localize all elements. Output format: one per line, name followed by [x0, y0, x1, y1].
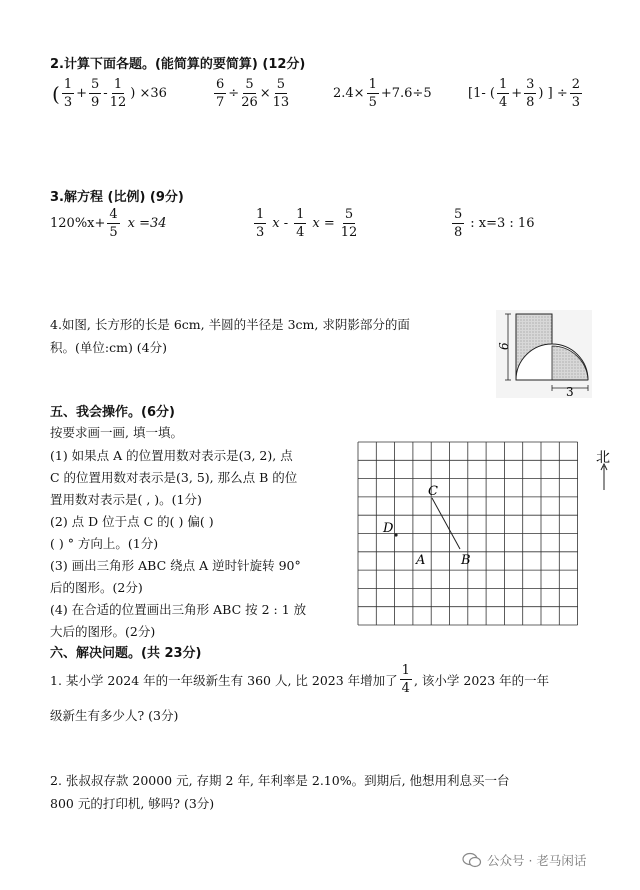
- calc-expression-2: $\frac{6}{7}$ ÷ $\frac{5}{26}$ × $\frac{5}{13}$: [216, 77, 290, 110]
- problem-6-2-line-2: 800 元的打印机, 够吗? (3分): [50, 796, 215, 811]
- section-5-line-2: C 的位置用数对表示是(3, 5), 那么点 B 的位: [50, 470, 298, 485]
- north-label: 北: [596, 450, 610, 466]
- calc-expression-4: [1- ( $\frac{1}{4}$ + $\frac{3}{8}$ ) ] ÷ $\frac{2}{3}$: [468, 77, 581, 110]
- section-5-line-5: ( ) ° 方向上。(1分): [50, 536, 159, 551]
- section-5-line-1: (1) 如果点 A 的位置用数对表示是(3, 2), 点: [50, 448, 293, 463]
- calc-expression-3: 2.4× $\frac{1}{5}$ +7.6÷5: [333, 77, 432, 110]
- wechat-icon: [462, 852, 482, 868]
- label-point-a: A: [416, 553, 426, 568]
- calc-expression-1: ( $\frac{1}{3}$ + $\frac{5}{9}$ - $\frac{1}{12}$ ) ×36: [52, 77, 167, 110]
- section-5-line-9: 大后的图形。(2分): [50, 624, 156, 639]
- shaded-rectangle-semicircle-figure: [496, 310, 592, 398]
- label-point-d: D: [383, 521, 394, 536]
- section-6-title: 六、解决问题。(共 23分): [50, 646, 202, 661]
- dimension-label-3: 3: [566, 385, 574, 398]
- problem-6-2-line-1: 2. 张叔叔存款 20000 元, 存期 2 年, 年利率是 2.10%。到期后, 他想用利息买一台: [50, 773, 510, 788]
- section-2-title: 2.计算下面各题。(能简算的要简算) (12分): [50, 57, 306, 72]
- equation-2: $\frac{1}{3}$ x - $\frac{1}{4}$ x = $\frac{5}{12}$: [256, 207, 358, 240]
- section-5-intro: 按要求画一画, 填一填。: [50, 425, 183, 440]
- section-5-line-8: (4) 在合适的位置画出三角形 ABC 按 2 : 1 放: [50, 602, 307, 617]
- equation-3: $\frac{5}{8}$ : x=3 : 16: [454, 207, 535, 240]
- section-5-line-3: 置用数对表示是( , )。(1分): [50, 492, 202, 507]
- problem-6-1-line-1: 1. 某小学 2024 年的一年级新生有 360 人, 比 2023 年增加了 $\frac{1}{4}$ , 该小学 2023 年的一年: [50, 663, 550, 696]
- watermark: 公众号 · 老马闲话: [462, 851, 586, 869]
- label-point-c: C: [428, 484, 438, 499]
- section-5-title: 五、我会操作。(6分): [50, 405, 175, 420]
- section-5-line-7: 后的图形。(2分): [50, 580, 143, 595]
- segment-cb: [432, 498, 460, 549]
- equation-1: 120%x+ $\frac{4}{5}$ x =34: [50, 207, 167, 240]
- problem-4-line-1: 4.如图, 长方形的长是 6cm, 半圆的半径是 3cm, 求阴影部分的面: [50, 317, 410, 332]
- dimension-label-6: 6: [497, 342, 511, 350]
- problem-4-line-2: 积。(单位:cm) (4分): [50, 340, 167, 355]
- problem-6-1-line-2: 级新生有多少人? (3分): [50, 708, 179, 723]
- coordinate-grid: [356, 440, 626, 626]
- point-d: [394, 533, 397, 536]
- section-5-line-4: (2) 点 D 位于点 C 的( ) 偏( ): [50, 514, 214, 529]
- section-3-title: 3.解方程 (比例) (9分): [50, 190, 184, 205]
- label-point-b: B: [461, 553, 471, 568]
- section-5-line-6: (3) 画出三角形 ABC 绕点 A 逆时针旋转 90°: [50, 558, 301, 573]
